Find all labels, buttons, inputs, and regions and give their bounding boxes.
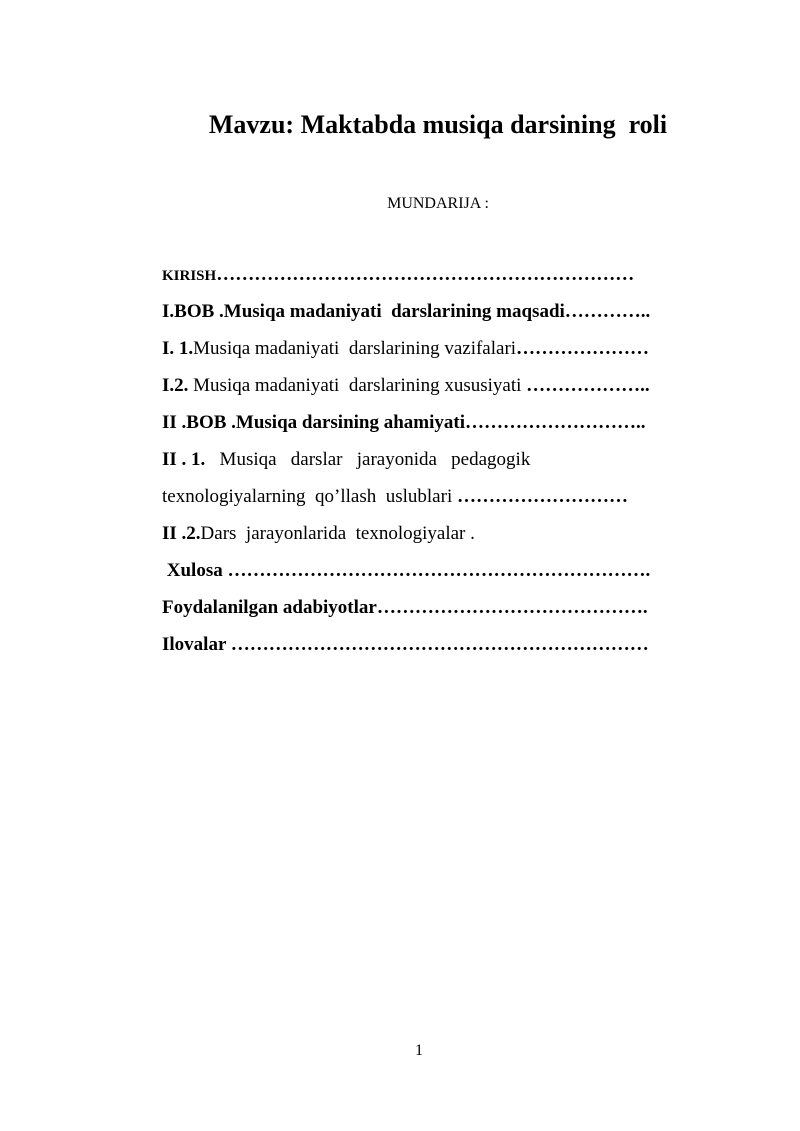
toc-entry <box>162 447 732 484</box>
toc-entry-text: Musiqa madaniyati darslarining vazifalari <box>193 338 517 359</box>
toc-entry <box>162 521 732 558</box>
toc-entry-text: I.2. <box>162 375 189 396</box>
toc-entry-text: II .BOB .Musiqa darsining ahamiyati <box>162 412 466 433</box>
toc-entry-text: KIRISH <box>162 268 217 284</box>
toc-entry-text: ………….. <box>564 301 651 322</box>
toc-entry-text: ………………………………………………………… <box>216 264 635 285</box>
document-title: Mavzu: Maktabda musiqa darsining roli <box>208 110 668 139</box>
toc-entry <box>162 632 732 669</box>
toc-entry-text: I. 1. <box>162 338 194 359</box>
toc-entry <box>162 262 732 299</box>
toc-entry-text: Musiqa madaniyati darslarining xususiyati <box>188 375 527 396</box>
toc-entry-text: Dars jarayonlarida texnologiyalar . <box>200 523 475 544</box>
toc-entry <box>162 484 732 521</box>
toc-entry-text: ……………………… <box>456 486 628 507</box>
toc-entry <box>162 299 732 336</box>
table-of-contents <box>162 262 732 669</box>
page-number: 1 <box>415 1042 423 1059</box>
toc-heading: MUNDARIJA : <box>387 195 489 212</box>
toc-entry-text: II .2. <box>162 523 201 544</box>
toc-entry-text: Xulosa <box>162 560 228 581</box>
toc-entry-text: …………………………………………………………. <box>227 560 651 581</box>
toc-entry-text: II . 1. <box>162 449 206 470</box>
toc-entry <box>162 336 732 373</box>
toc-entry-text: ………………… <box>516 338 650 359</box>
toc-entry <box>162 595 732 632</box>
toc-entry <box>162 410 732 447</box>
toc-entry-text: Ilovalar <box>162 634 231 655</box>
toc-entry-text: Musiqa darslar jarayonida pedagogik <box>205 449 531 470</box>
toc-entry-text: ……………….. <box>526 375 650 396</box>
toc-entry-text: Foydalanilgan adabiyotlar <box>162 597 377 618</box>
toc-entry-text: ……………………….. <box>465 412 646 433</box>
toc-entry-text: ……………………………………. <box>376 597 648 618</box>
toc-entry-text: texnologiyalarning qo’llash uslublari <box>162 486 457 507</box>
toc-entry-text: I.BOB .Musiqa madaniyati darslarining maqsadi <box>162 301 565 322</box>
toc-entry <box>162 373 732 410</box>
toc-entry <box>162 558 732 595</box>
toc-entry-text: ………………………………………………………… <box>230 634 649 655</box>
